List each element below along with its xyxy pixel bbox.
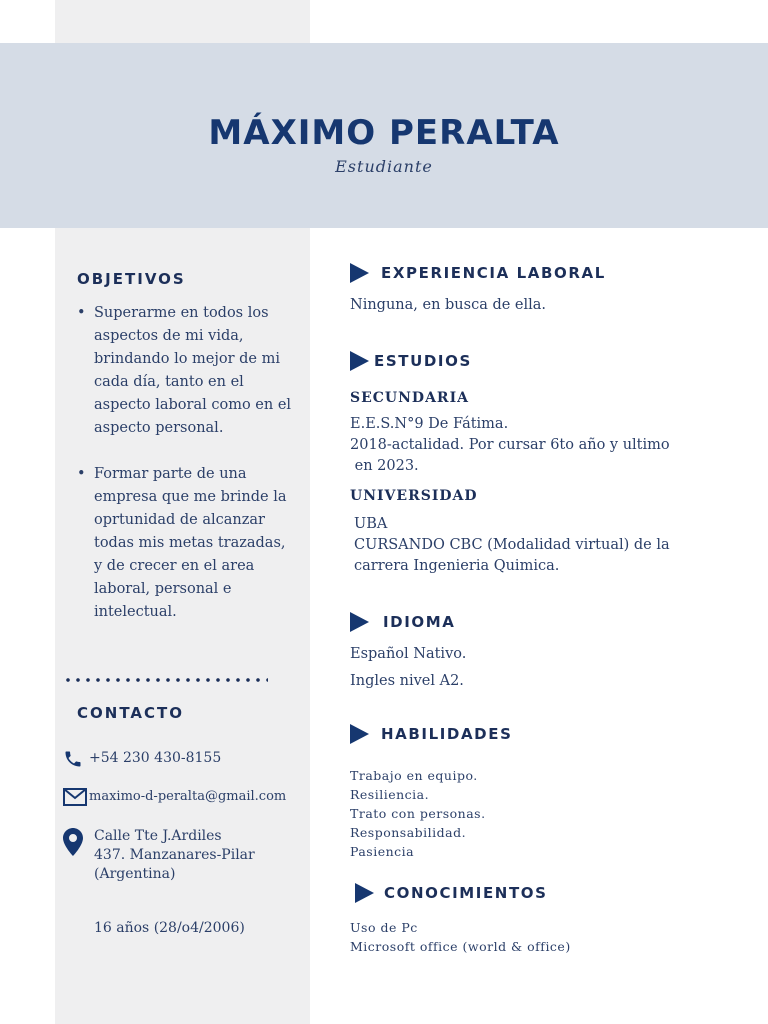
experience-text: Ninguna, en busca de ella. xyxy=(350,297,547,313)
triangle-arrow-icon xyxy=(350,351,369,371)
knowledge-item: Microsoft office (world & office) xyxy=(350,939,571,954)
resume-role: Estudiante xyxy=(335,157,433,176)
objective-item xyxy=(77,302,292,440)
phone-icon xyxy=(63,749,89,769)
skill-item: Responsabilidad. xyxy=(350,825,467,840)
objective-item xyxy=(77,463,292,624)
triangle-arrow-icon xyxy=(350,263,369,283)
contact-heading: CONTACTO xyxy=(77,704,184,722)
resume-name: MÁXIMO PERALTA xyxy=(208,113,560,153)
experience-heading xyxy=(350,263,606,283)
university-line: carrera Ingenieria Quimica. xyxy=(354,558,560,574)
envelope-icon xyxy=(63,787,89,807)
knowledge-item: Uso de Pc xyxy=(350,920,418,935)
objective-text: Formar parte de una empresa que me brinde la oprtunidad de alcanzar todas mis metas trazadas, y de crecer en el area laboral, personal e intelectual. xyxy=(94,466,287,620)
language-heading xyxy=(350,612,456,632)
triangle-arrow-icon xyxy=(355,883,374,903)
contact-address xyxy=(89,827,255,884)
university-details xyxy=(354,514,670,577)
knowledge-heading xyxy=(355,883,548,903)
secondary-details xyxy=(350,414,670,477)
objectives-heading: OBJETIVOS xyxy=(77,270,186,288)
studies-heading xyxy=(350,351,472,371)
contact-age: 16 años (28/o4/2006) xyxy=(94,920,245,936)
skill-item: Trabajo en equipo. xyxy=(350,768,478,783)
contact-address-row xyxy=(63,827,255,884)
bullet-icon: • xyxy=(77,466,86,482)
objective-text: Superarme en todos los aspectos de mi vida, brindando lo mejor de mi cada día, tanto en el aspecto laboral como en el aspecto personal. xyxy=(94,305,292,436)
address-line: 437. Manzanares-Pilar xyxy=(94,847,255,863)
address-line: (Argentina) xyxy=(94,866,176,882)
contact-phone-row xyxy=(63,749,221,769)
objectives-list xyxy=(77,302,292,624)
dotted-divider xyxy=(63,675,268,685)
language-line: Español Nativo. xyxy=(350,646,467,662)
contact-email[interactable]: maximo-d-peralta@gmail.com xyxy=(89,789,287,804)
triangle-arrow-icon xyxy=(350,724,369,744)
secondary-heading: SECUNDARIA xyxy=(350,390,469,406)
triangle-arrow-icon xyxy=(350,612,369,632)
contact-email-row xyxy=(63,787,286,807)
skills-title: HABILIDADES xyxy=(381,725,513,743)
studies-title: ESTUDIOS xyxy=(374,352,472,370)
university-line: CURSANDO CBC (Modalidad virtual) de la xyxy=(354,537,670,553)
language-title: IDIOMA xyxy=(383,613,456,631)
secondary-line: E.E.S.N°9 De Fátima. xyxy=(350,416,509,432)
skill-item: Resiliencia. xyxy=(350,787,430,802)
university-heading: UNIVERSIDAD xyxy=(350,488,478,504)
bullet-icon: • xyxy=(77,305,86,321)
knowledge-title: CONOCIMIENTOS xyxy=(384,884,548,902)
skill-item: Trato con personas. xyxy=(350,806,486,821)
location-pin-icon xyxy=(63,827,89,857)
knowledge-list xyxy=(350,918,571,956)
skills-list xyxy=(350,766,486,861)
skill-item: Pasiencia xyxy=(350,844,415,859)
language-details xyxy=(350,641,466,695)
secondary-line: en 2023. xyxy=(350,458,419,474)
skills-heading xyxy=(350,724,512,744)
language-line: Ingles nivel A2. xyxy=(350,673,464,689)
experience-title: EXPERIENCIA LABORAL xyxy=(381,264,606,282)
university-line: UBA xyxy=(354,516,388,532)
secondary-line: 2018-actalidad. Por cursar 6to año y ultimo xyxy=(350,437,670,453)
contact-phone[interactable]: +54 230 430-8155 xyxy=(89,750,222,766)
address-line: Calle Tte J.Ardiles xyxy=(94,828,222,844)
